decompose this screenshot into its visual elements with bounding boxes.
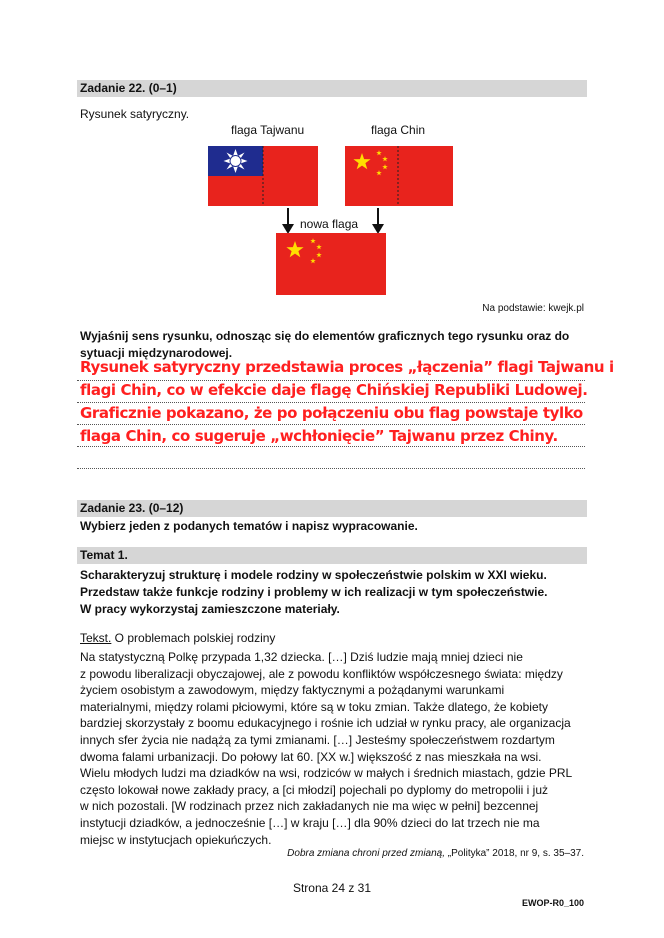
figure-source: Na podstawie: kwejk.pl (482, 303, 584, 314)
source-text-line: często lokował nowe zakłady pracy, a [ci młodzi] pojechali po dyplomy do metropolii i już (80, 782, 548, 797)
citation (287, 845, 584, 862)
text-title: O problemach polskiej rodziny (111, 631, 276, 645)
handwritten-answer (80, 356, 614, 448)
answer-text-line: flagi Chin, co w efekcie daje flagę Chińskiej Republiki Ludowej. (80, 381, 588, 399)
label-taiwan-flag: flaga Tajwanu (231, 123, 305, 137)
answer-text-line: flaga Chin, co sugeruje „wchłonięcie” Tajwanu przez Chiny. (80, 427, 558, 445)
question-line: Wyjaśnij sens rysunku, odnosząc się do elementów graficznych tego rysunku oraz do (80, 329, 570, 343)
arrow-down-icon (368, 208, 388, 236)
text-heading (80, 630, 275, 647)
source-text-line: innych sfer życia nie nadążą za tymi zmianami. […] Jesteśmy społeczeństwem rozdartym (80, 732, 555, 747)
topic-line: Przedstaw także funkcje rodziny i problemy w ich realizacji w tym społeczeństwie. (80, 585, 548, 599)
source-text-line: Na statystyczną Polkę przypada 1,32 dziecka. […] Dziś ludzie mają mniej dzieci nie (80, 650, 523, 664)
task23-header: Zadanie 23. (0–12) (77, 500, 587, 517)
answer-text-line: Graficznie pokazano, że po połączeniu obu flag powstaje tylko (80, 404, 583, 422)
exam-code: EWOP-R0_100 (521, 898, 584, 908)
citation-title: Dobra zmiana chroni przed zmianą, (287, 848, 446, 859)
label-new-flag: nowa flaga (300, 217, 359, 231)
source-text-line: w nich pozostali. [W rodzinach przez nich zakładanych nie ma więc w pełni] bezcennej (80, 799, 539, 814)
topic-line: Scharakteryzuj strukturę i modele rodziny w społeczeństwie polskim w XXI wieku. (80, 568, 547, 582)
source-text-line: życiem osobistym a zawodowym, między faktycznymi a pożądanymi warunkami (80, 683, 505, 698)
source-text-line: Wielu młodych ludzi ma dziadków na wsi, rodziców w małych i średnich miastach, gdzie PRL (80, 766, 573, 781)
china-flag (345, 146, 453, 206)
answer-line (77, 468, 585, 470)
new-flag (276, 233, 386, 295)
source-text-line: instytucji dziadków, a jednocześnie […] w kraju […] dla 90% dzieci do lat trzech nie ma (80, 815, 540, 830)
task23-instruction: Wybierz jeden z podanych tematów i napisz wypracowanie. (80, 519, 418, 533)
source-text-line: miejsc w instytucjach opiekuńczych. (80, 832, 272, 847)
satirical-drawing (208, 118, 458, 303)
taiwan-flag (208, 146, 318, 206)
topic-header: Temat 1. (77, 547, 587, 564)
topic-text (80, 567, 590, 618)
citation-source: „Polityka” 2018, nr 9, s. 35–37. (445, 848, 584, 859)
source-text-line: materialnymi, między rolami płciowymi, które są w toku zmian. Także dlatego, że kobiety (80, 699, 548, 714)
text-label: Tekst. (80, 631, 112, 645)
answer-text-line: Rysunek satyryczny przedstawia proces „łączenia” flagi Tajwanu i (80, 358, 614, 376)
task22-intro: Rysunek satyryczny. (80, 107, 190, 121)
arrow-down-icon (278, 208, 298, 236)
topic-line: W pracy wykorzystaj zamieszczone materiały. (80, 602, 340, 616)
source-text-line: bardziej skorzystały z boomu edukacyjnego i rośnie ich udział w rynku pracy, ale organizacja (80, 716, 571, 731)
task22-header: Zadanie 22. (0–1) (77, 80, 587, 97)
page-number: Strona 24 z 31 (292, 881, 372, 895)
label-china-flag: flaga Chin (371, 123, 426, 137)
source-text-line: dwoma falami urbanizacji. Do połowy lat 60. [XX w.] większość z nas mieszkała na wsi. (80, 749, 542, 764)
source-text (80, 649, 590, 848)
question-line: sytuacji międzynarodowej. (80, 346, 233, 360)
source-text-line: z powodu liberalizacji obyczajowej, ale z powodu konfliktów współczesnego świata: między (80, 666, 563, 681)
